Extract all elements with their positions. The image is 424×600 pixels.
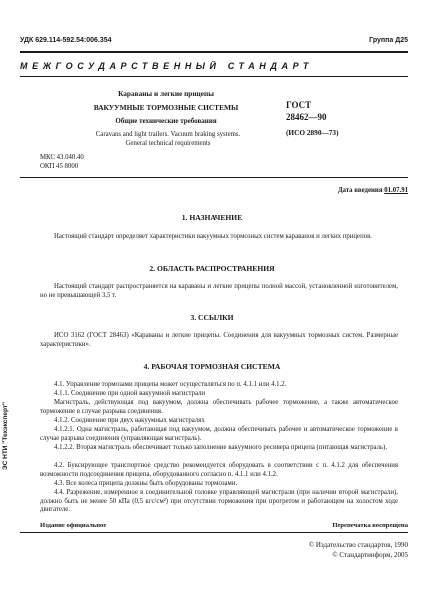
copyright-2005: © Стандартинформ, 2005 xyxy=(332,551,408,559)
clause-4-1: 4.1. Управление тормозами прицепа может осуществляться по п. 4.1.1 или 4.1.2. xyxy=(54,381,287,388)
codes-rule xyxy=(20,177,408,178)
english-title-line2: General technical requirements xyxy=(125,140,211,147)
effective-date xyxy=(290,187,408,194)
clause-4-1-1-text: Магистраль, действующая под вакуумом, должна обеспечивать рабочее торможение, а также автоматическое торможение в случае разрыва соединения. xyxy=(40,399,398,415)
document-subtitle: Общие технические требования xyxy=(115,117,217,125)
section-1-title: 1. НАЗНАЧЕНИЕ xyxy=(181,213,243,222)
clause-4-3: 4.3. Все колеса прицепа должны быть оборудованы тормозами. xyxy=(54,480,238,487)
effective-date-label: Дата введения xyxy=(337,187,385,194)
clause-4-1-2-1: 4.1.2.1. Одна магистраль, работающая под вакуумом, должна обеспечивать рабочее и автоматическое торможение в случае разрыва соединения (управляющая магистраль). xyxy=(40,426,398,442)
copyright-1990: © Издательство стандартов, 1990 xyxy=(308,541,408,549)
okp-code: ОКП 45 8000 xyxy=(40,163,79,170)
section-2-text: Настоящий стандарт распространяется на караваны и легкие прицепы полной массой, установленной изготовителем, но не превышающей 3,5 т. xyxy=(40,283,398,299)
clause-4-1-1: 4.1.1. Соединение при одной вакуумной магистрали xyxy=(54,390,206,397)
banner-rule xyxy=(20,76,408,77)
clause-4-2: 4.2. Буксирующее транспортное средство рекомендуется оборудовать в соответствии с п. 4.1.2 для обеспечения возможности подсоединения прицепа, оборудованного согласно п. 4.1.1 или 4.1.2. xyxy=(40,462,398,478)
udc-code: УДК 629.114-592.54:006.354 xyxy=(20,37,112,44)
section-3-text: ИСО 3162 (ГОСТ 28463) «Караваны и легкие прицепы. Соединения для вакуумных тормозных систем. Размерные характеристики». xyxy=(40,332,398,348)
reprint-prohibited: Перепечатка воспрещена xyxy=(332,522,408,529)
gost-number: 28462—90 xyxy=(286,112,327,122)
section-2-title: 2. ОБЛАСТЬ РАСПРОСТРАНЕНИЯ xyxy=(149,264,275,273)
banner-title: МЕЖГОСУДАРСТВЕННЫЙ СТАНДАРТ xyxy=(20,61,313,71)
official-edition: Издание официальное xyxy=(40,522,107,529)
section-4-title: 4. РАБОЧАЯ ТОРМОЗНАЯ СИСТЕМА xyxy=(143,362,281,371)
effective-date-value: 01.07.91 xyxy=(384,187,408,194)
subject-line: Караваны и легкие прицепы xyxy=(118,89,214,98)
group-code: Группа Д25 xyxy=(369,37,408,44)
english-title-line1: Caravans and light trailers. Vacuum braking systems. xyxy=(95,131,241,138)
clause-4-1-2-2: 4.1.2.2. Вторая магистраль обеспечивает только заполнение вакуумного ресивера прицепа (питающая магистраль). xyxy=(54,444,388,451)
side-stamp: ЭС НТИ "Техэксперт" xyxy=(2,401,9,470)
mks-code: МКС 43.040.40 xyxy=(40,154,84,161)
section-1-text: Настоящий стандарт определяет характеристики вакуумных тормозных систем караванов и легких прицепов. xyxy=(54,233,373,240)
clause-4-4: 4.4. Разрежение, измеренное в соединительной головке управляющей магистрали (при наличии второй магистрали), должно быть не менее 50 кПа (0,5 кгс/см²) при отсутствии торможения при прогретом и работающем на холостом ходе двигателе. xyxy=(40,489,398,514)
gost-label: ГОСТ xyxy=(286,100,312,110)
section-3-title: 3. ССЫЛКИ xyxy=(190,313,234,322)
top-rule xyxy=(20,51,408,53)
footer-rule xyxy=(20,532,408,533)
document-title: ВАКУУМНЫЕ ТОРМОЗНЫЕ СИСТЕМЫ xyxy=(93,103,239,112)
clause-4-1-2: 4.1.2. Соединение при двух вакуумных магистралях xyxy=(54,417,205,424)
iso-reference: (ИСО 2890—73) xyxy=(286,128,339,137)
